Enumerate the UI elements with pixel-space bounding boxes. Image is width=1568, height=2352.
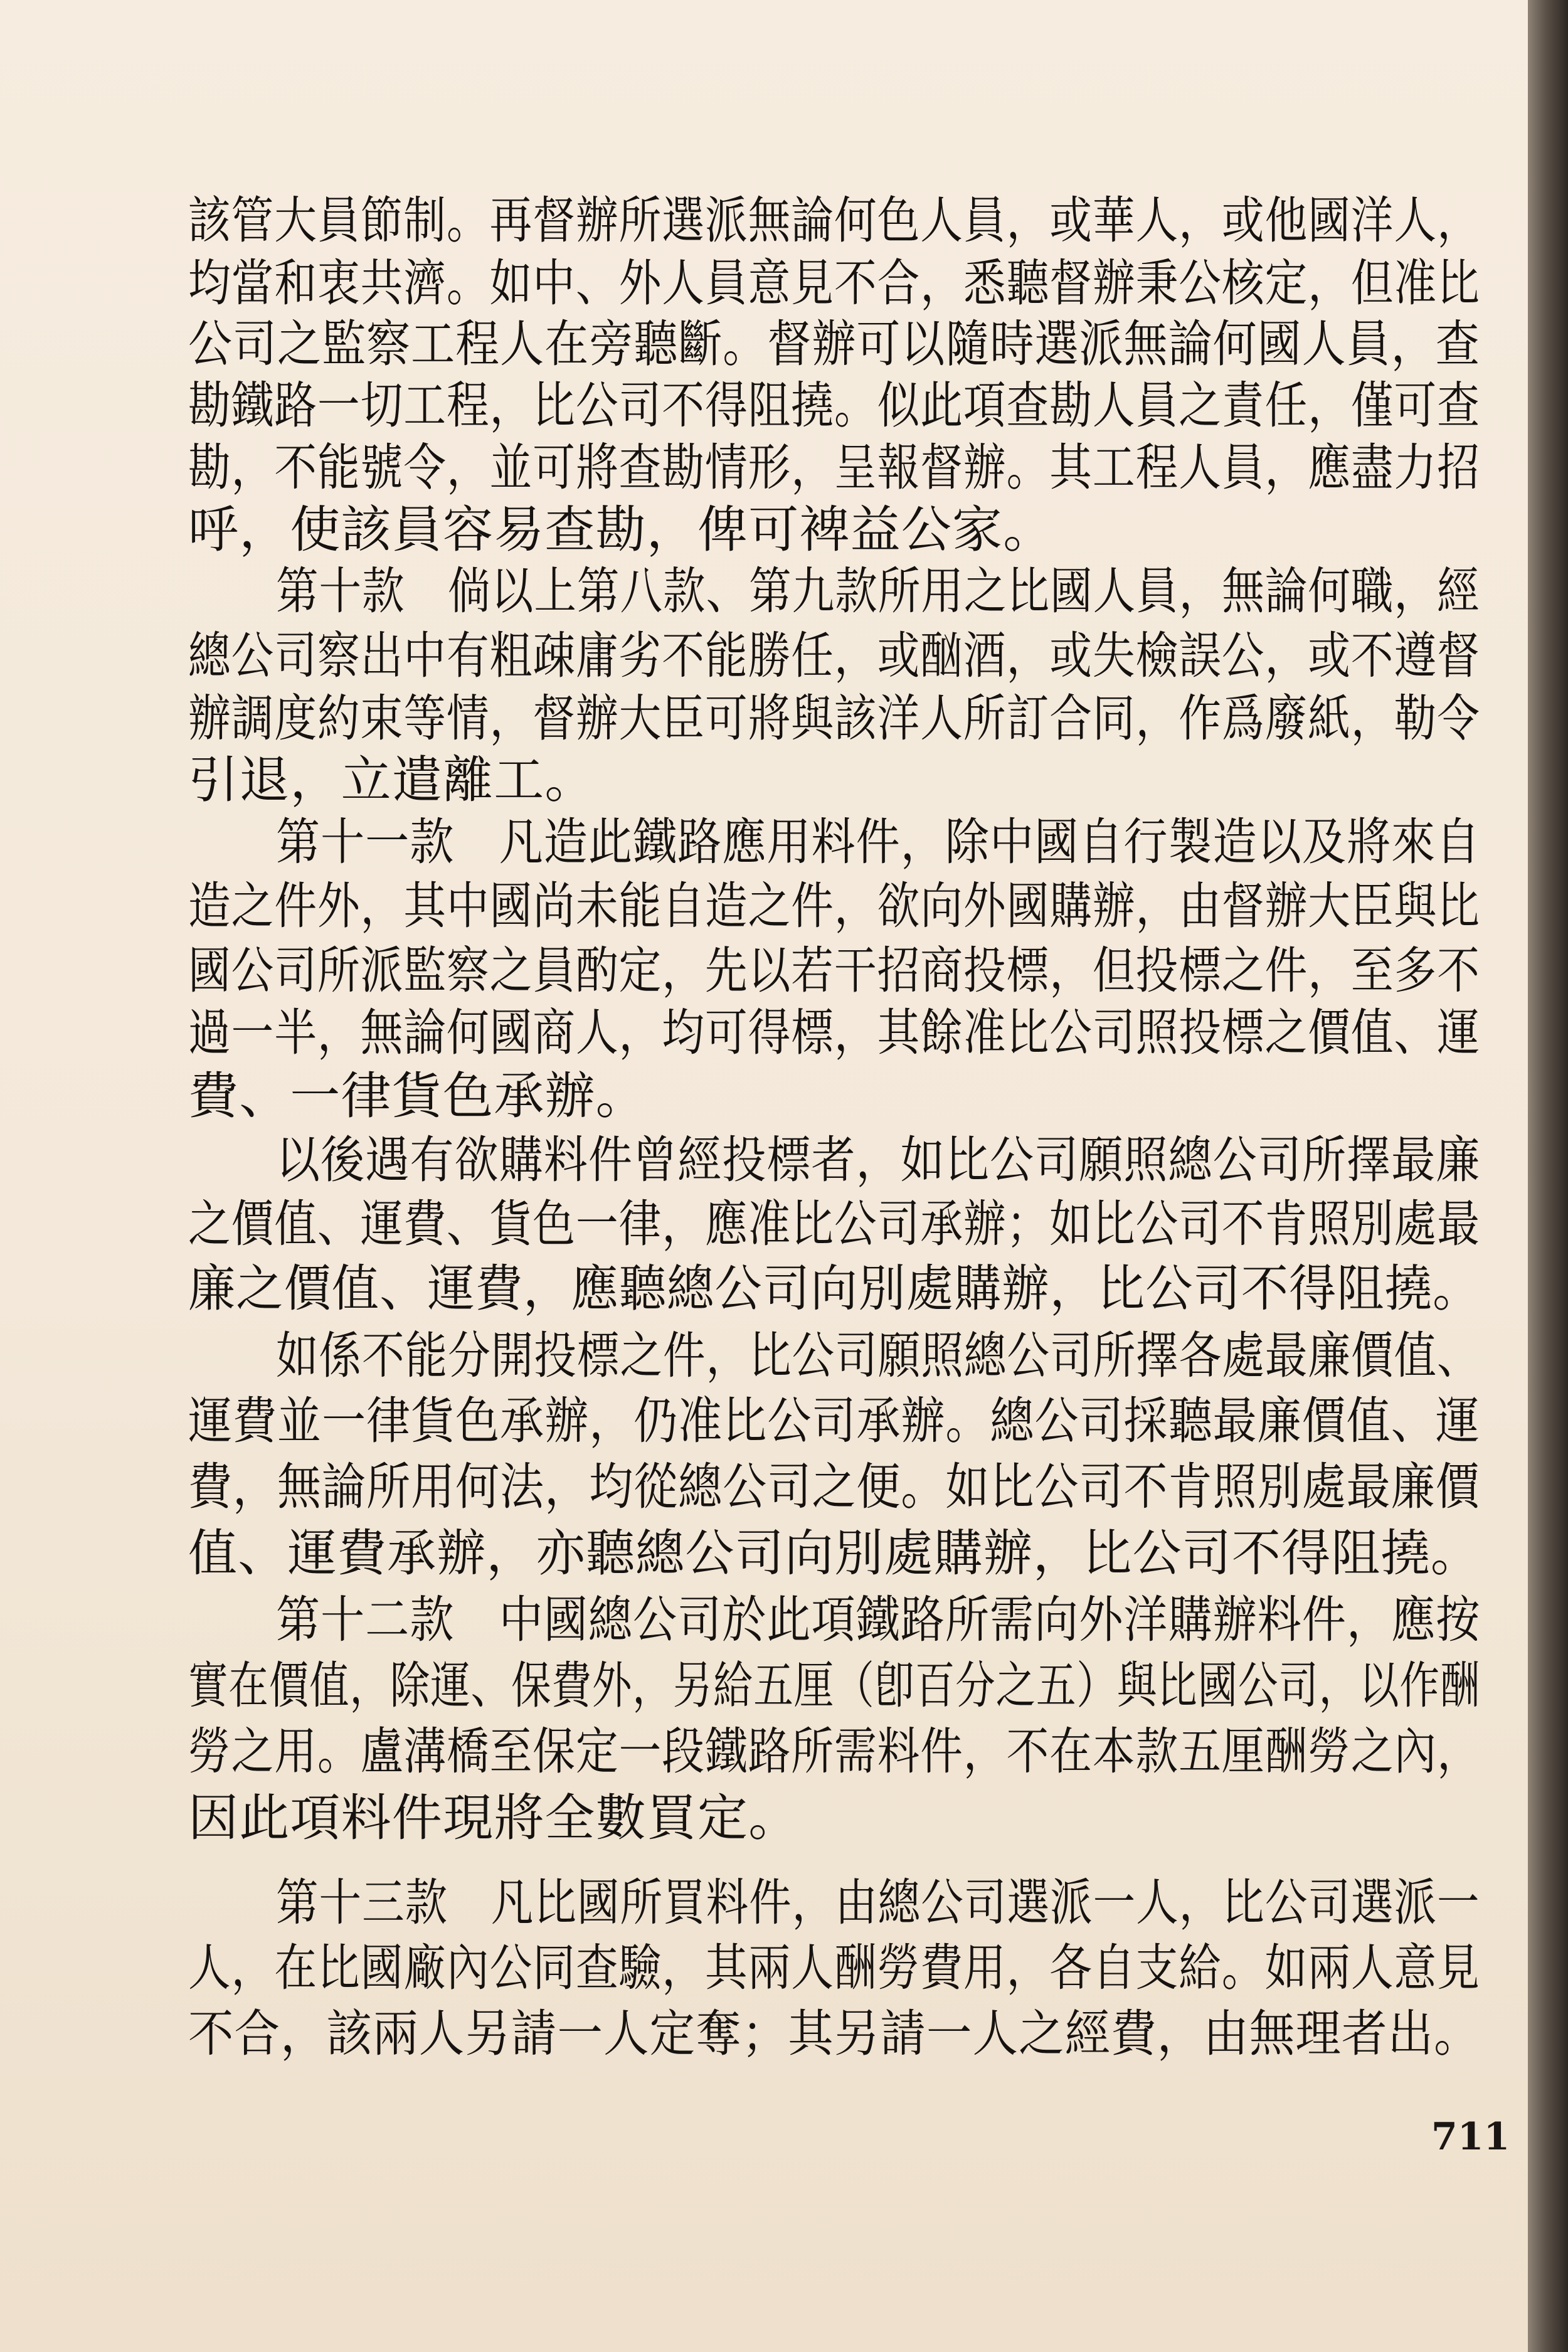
text-line: 如係不能分開投標之件，比公司願照總公司所擇各處最廉價值、 xyxy=(276,1327,1480,1385)
text-line: 費、一律貨色承辦。 xyxy=(188,1067,647,1125)
text-line: 辦調度約束等情，督辦大臣可將與該洋人所訂合同，作爲廢紙，勒令 xyxy=(188,689,1480,748)
text-line: 公司之監察工程人在旁聽斷。督辦可以隨時選派無論何國人員，查 xyxy=(188,315,1480,373)
text-line: 過一半，無論何國商人，均可得標，其餘准比公司照投標之價值、運 xyxy=(188,1004,1480,1062)
text-line: 第十二款 中國總公司於此項鐵路所需向外洋購辦料件，應按 xyxy=(276,1591,1481,1649)
text-line: 該管大員節制。再督辦所選派無論何色人員，或華人，或他國洋人， xyxy=(188,191,1480,250)
text-line: 值、運費承辦，亦聽總公司向別處購辦，比公司不得阻撓。 xyxy=(188,1524,1481,1582)
text-line: 因此項料件現將全數買定。 xyxy=(188,1789,800,1847)
text-line: 呼，使該員容易查勘，俾可裨益公家。 xyxy=(188,501,1054,559)
text-line: 勞之用。盧溝橋至保定一段鐵路所需料件，不在本款五厘酬勞之內， xyxy=(188,1722,1480,1781)
text-line: 均當和衷共濟。如中、外人員意見不合，悉聽督辦秉公核定，但准比 xyxy=(188,254,1480,312)
text-line: 勘鐵路一切工程，比公司不得阻撓。似此項查勘人員之責任，僅可查 xyxy=(188,376,1480,435)
text-line: 廉之價值、運費，應聽總公司向別處購辦，比公司不得阻撓。 xyxy=(188,1259,1481,1318)
text-line: 第十一款 凡造此鐵路應用料件，除中國自行製造以及將來自 xyxy=(276,813,1481,871)
text-line: 不合，該兩人另請一人定奪；其另請一人之經費，由無理者出。 xyxy=(188,2005,1480,2063)
text-line: 之價值、運費、貨色一律，應准比公司承辦；如比公司不肯照別處最 xyxy=(188,1195,1480,1253)
page-number: 711 xyxy=(1431,2115,1510,2159)
text-line: 國公司所派監察之員酌定，先以若干招商投標，但投標之件，至多不 xyxy=(188,941,1480,1000)
text-line: 費，無論所用何法，均從總公司之便。如比公司不肯照別處最廉價 xyxy=(188,1458,1480,1516)
text-line: 造之件外，其中國尚未能自造之件，欲向外國購辦，由督辦大臣與比 xyxy=(188,877,1480,935)
book-edge xyxy=(1528,0,1568,2352)
text-line: 運費並一律貨色承辦，仍准比公司承辦。總公司採聽最廉價值、運 xyxy=(188,1392,1480,1450)
text-line: 實在價值，除運、保費外，另給五厘（卽百分之五）與比國公司，以作酬 xyxy=(188,1656,1481,1715)
text-line: 第十三款 凡比國所買料件，由總公司選派一人，比公司選派一 xyxy=(276,1873,1480,1932)
text-line: 總公司察出中有粗疎庸劣不能勝任，或酗酒，或失檢誤公，或不遵督 xyxy=(188,627,1480,685)
text-line: 勘，不能號令，並可將查勘情形，呈報督辦。其工程人員，應盡力招 xyxy=(188,438,1480,497)
text-line: 人，在比國廠內公同查驗，其兩人酬勞費用，各自支給。如兩人意見 xyxy=(188,1939,1480,1997)
text-line: 以後遇有欲購料件曾經投標者，如比公司願照總公司所擇最廉 xyxy=(276,1131,1481,1189)
text-line: 引退，立遣離工。 xyxy=(188,751,596,809)
text-line: 第十款 倘以上第八款、第九款所用之比國人員，無論何職，經 xyxy=(276,562,1480,620)
